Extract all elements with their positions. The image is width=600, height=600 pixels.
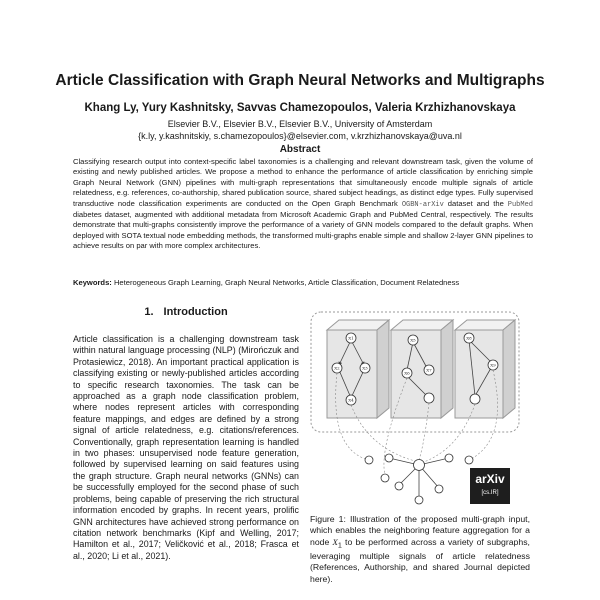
abstract-code-arxiv: OGBN-arXiv bbox=[401, 200, 444, 209]
node-label: X1 bbox=[348, 335, 354, 341]
node-label: X5 bbox=[410, 337, 416, 343]
caption-part2: to be performed across a variety of subgraphs, leveraging multiple signals of article relatedness (References, Authorship, and shared Journal depicted here). bbox=[310, 536, 530, 584]
caption-part1: Figure 1: Illustration of the proposed multi-graph input, which enables the neighboring feature aggregation for a node bbox=[310, 514, 530, 547]
author-list: Khang Ly, Yury Kashnitsky, Savvas Chamezopoulos, Valeria Krzhizhanovskaya bbox=[84, 102, 516, 114]
abstract-heading: Abstract bbox=[279, 144, 321, 155]
node-label: X6 bbox=[404, 370, 410, 376]
node-label: X3 bbox=[362, 365, 368, 371]
paper-title: Article Classification with Graph Neural Networks and Multigraphs bbox=[55, 72, 545, 89]
arxiv-stamp-main: arXiv bbox=[475, 472, 505, 486]
abstract-part2: dataset and the bbox=[443, 198, 508, 208]
section-number: 1. bbox=[144, 306, 154, 318]
node-label: X4 bbox=[348, 397, 354, 403]
section-heading bbox=[73, 306, 299, 318]
abstract-code-pubmed: PubMed bbox=[507, 200, 533, 209]
subgraph-panel-journal bbox=[455, 320, 515, 418]
arxiv-stamp bbox=[470, 468, 510, 504]
caption-variable: X bbox=[332, 536, 338, 547]
keywords-list: Heterogeneous Graph Learning, Graph Neural Networks, Article Classification, Document Relatedness bbox=[113, 278, 460, 287]
affiliation-line: Elsevier B.V., Elsevier B.V., Elsevier B.V., University of Amsterdam bbox=[167, 119, 433, 129]
abstract-part3: diabetes dataset, augmented with additional metadata from Microsoft Academic Graph and PubMed Central, respectively. The results demonstrate that multi-graphs consistently improve the performance of a variety of GNN models compared to the default graphs. When deployed with SOTA textual node embedding methods, the transformed multi-graphs enable simple and shallow 2-layer GNN pipelines to achieve results on par with more complex architectures. bbox=[73, 210, 533, 251]
keywords-label: Keywords: bbox=[73, 278, 112, 287]
subgraph-panel-authorship bbox=[391, 320, 453, 418]
abstract-part1: Classifying research output into context-specific label taxonomies is a challenging and relevant downstream task, given the volume of existing and newly published articles. We propose a method to enhance the performance of article classification by enriching simple Graph Neural Network (GNN) pipelines with multi-graph representations that simultaneously encode multiple signals of article relatedness, e.g. references, co-authorship, shared publication source, shared subject headings, as distinct edge types. Fully supervised transductive node classification experiments are conducted on the Open Graph Benchmark bbox=[73, 157, 533, 208]
section-title: Introduction bbox=[163, 306, 228, 318]
email-line: {k.ly, y.kashnitskiy, s.chamezopoulos}@elsevier.com, v.krzhizhanovskaya@uva.nl bbox=[138, 131, 462, 141]
caption-subscript: 1 bbox=[337, 540, 342, 550]
intro-paragraph: Article classification is a challenging downstream task within natural language processing (NLP) (Mirończuk and Protasiewicz, 2018). An important practical application is classifying existing or newly-published articles according to specific research taxonomies. The task can be approached as a graph node classification problem, where nodes represent articles with corresponding feature mappings, and edges are defined by a strong signal of article relatedness, e.g. citations/references. Conventionally, graph representation learning is handled in two phases: unsupervised node feature generation, followed by supervised learning on said features using the graph structure. Graph neural networks (GNNs) can be successfully employed for the second phase of such problems, being capable of preserving the rich structural information encoded by graphs. In recent years, prolific GNN architectures have achieved strong performance on citation network benchmarks (Kipf and Welling, 2017; Hamilton et al., 2017; Veličković et al., 2018; Frasca et al., 2020; Li et al., 2021). bbox=[73, 334, 299, 561]
keywords bbox=[73, 278, 533, 288]
node-label: X8 bbox=[466, 335, 472, 341]
node-label: X9 bbox=[490, 362, 496, 368]
abstract-text bbox=[73, 157, 533, 252]
node-label: X7 bbox=[426, 367, 432, 373]
affiliations bbox=[0, 118, 600, 142]
arxiv-stamp-sub: [cs.IR] bbox=[481, 490, 499, 496]
figure-caption bbox=[310, 514, 530, 585]
node-label: X2 bbox=[334, 365, 340, 371]
